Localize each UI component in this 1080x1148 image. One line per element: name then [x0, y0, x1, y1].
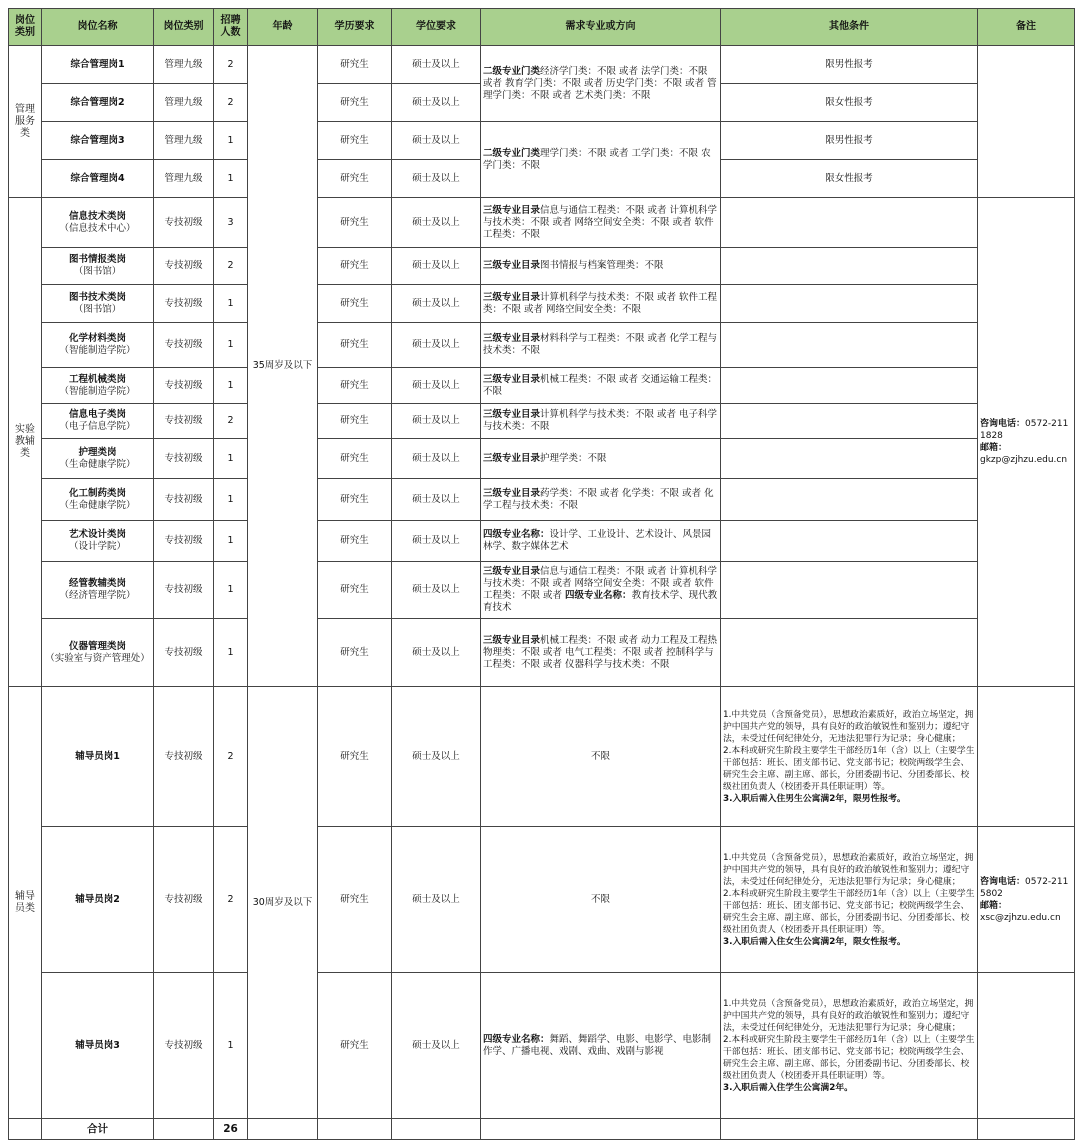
degree: 硕士及以上 [392, 198, 481, 248]
other-condition [721, 368, 978, 404]
remark-empty [978, 46, 1075, 198]
other-condition [721, 521, 978, 562]
degree: 硕士及以上 [392, 687, 481, 827]
position-count: 1 [214, 160, 248, 198]
position-count: 2 [214, 248, 248, 285]
major-text: 材料科学与工程类：不限 或者 化学工程与技术类：不限 [483, 333, 718, 356]
remark-email-label: 邮箱： [980, 443, 1008, 453]
table-row [9, 439, 1075, 479]
major-text: 机械工程类：不限 或者 动力工程及工程热物理类：不限 或者 电气工程类：不限 或者 控制科学与工程类：不限 或者 仪器科学与技术类：不限 [483, 634, 718, 670]
header-position-type: 岗位类别 [154, 9, 214, 46]
major-requirement [481, 479, 721, 521]
position-count: 1 [214, 479, 248, 521]
degree: 硕士及以上 [392, 562, 481, 619]
other-condition [721, 619, 978, 687]
major-requirement [481, 368, 721, 404]
major-requirement [481, 46, 721, 122]
position-type: 专技初级 [154, 619, 214, 687]
degree: 硕士及以上 [392, 46, 481, 84]
table-row [9, 368, 1075, 404]
position-title: 辅导员岗3 [75, 1039, 120, 1051]
major-requirement [481, 973, 721, 1119]
major-requirement [481, 285, 721, 323]
major-text: 机械工程类：不限 或者 交通运输工程类：不限 [483, 373, 718, 397]
major-requirement [481, 619, 721, 687]
remark-counselor-contact [978, 827, 1075, 973]
education: 研究生 [318, 84, 392, 122]
position-type: 管理九级 [154, 84, 214, 122]
position-title: 综合管理岗3 [70, 134, 125, 146]
position-name [42, 521, 154, 562]
degree: 硕士及以上 [392, 248, 481, 285]
remark-email-label: 邮箱： [980, 900, 1008, 911]
education: 研究生 [318, 521, 392, 562]
remark-phone: 0572-2111828 [980, 419, 1069, 441]
education: 研究生 [318, 323, 392, 368]
position-dept: （信息技术中心） [59, 222, 136, 234]
position-count: 1 [214, 619, 248, 687]
position-name [42, 973, 154, 1119]
position-title: 图书技术类岗 [68, 291, 126, 303]
major-heading: 三级专业目录 [483, 487, 541, 499]
table-row [9, 122, 1075, 160]
other-condition [721, 323, 978, 368]
major-requirement [481, 323, 721, 368]
position-title: 图书情报类岗 [68, 254, 126, 265]
degree: 硕士及以上 [392, 439, 481, 479]
position-name [42, 248, 154, 285]
education: 研究生 [318, 248, 392, 285]
remark-lab-contact [978, 198, 1075, 687]
table-row [9, 619, 1075, 687]
education: 研究生 [318, 827, 392, 973]
position-type: 管理九级 [154, 46, 214, 84]
table-row [9, 973, 1075, 1119]
education: 研究生 [318, 479, 392, 521]
education: 研究生 [318, 404, 392, 439]
header-count: 招聘人数 [214, 9, 248, 46]
position-name [42, 562, 154, 619]
total-blank [9, 1119, 42, 1140]
education: 研究生 [318, 619, 392, 687]
total-blank [248, 1119, 318, 1140]
position-count: 1 [214, 368, 248, 404]
major-text: 信息与通信工程类：不限 或者 计算机科学与技术类：不限 或者 网络空间安全类：不限 或者 软件工程类：不限 [483, 204, 718, 240]
position-title: 艺术设计类岗 [68, 529, 126, 540]
position-count: 1 [214, 973, 248, 1119]
table-row [9, 198, 1075, 248]
condition-item: 1.中共党员（含预备党员），思想政治素质好，政治立场坚定，拥护中国共产党的领导，具有良好的政治敏锐性和鉴别力；遵纪守法，未受过任何纪律处分，无违法犯罪行为记录；身心健康； [723, 709, 974, 744]
table-row [9, 521, 1075, 562]
total-blank [318, 1119, 392, 1140]
position-dept: （智能制造学院） [59, 385, 136, 397]
position-type: 专技初级 [154, 285, 214, 323]
position-name [42, 827, 154, 973]
education: 研究生 [318, 46, 392, 84]
position-title: 信息技术类岗 [68, 210, 126, 222]
condition-item: 3.入职后需入住男生公寓满2年，限男性报考。 [723, 793, 906, 804]
total-count: 26 [214, 1119, 248, 1140]
major-heading: 三级专业目录 [483, 260, 541, 271]
major-requirement: 不限 [481, 827, 721, 973]
recruitment-table-sheet [8, 8, 1074, 1140]
position-dept: （图书馆） [73, 266, 122, 277]
major-requirement: 不限 [481, 687, 721, 827]
table-row [9, 46, 1075, 84]
position-title: 仪器管理类岗 [68, 640, 126, 652]
position-type: 专技初级 [154, 248, 214, 285]
remark-empty [978, 973, 1075, 1119]
header-position-name: 岗位名称 [42, 9, 154, 46]
major-requirement [481, 439, 721, 479]
condition-item: 1.中共党员（含预备党员），思想政治素质好，政治立场坚定，拥护中国共产党的领导，具有良好的政治敏锐性和鉴别力；遵纪守法，未受过任何纪律处分，无违法犯罪行为记录；身心健康； [723, 852, 974, 887]
degree: 硕士及以上 [392, 619, 481, 687]
education: 研究生 [318, 122, 392, 160]
major-heading: 三级专业目录 [483, 452, 541, 464]
major-text: 药学类：不限 或者 化学类：不限 或者 化学工程与技术类：不限 [483, 487, 714, 511]
major-heading: 三级专业目录 [483, 566, 541, 577]
position-count: 1 [214, 562, 248, 619]
education: 研究生 [318, 439, 392, 479]
position-count: 1 [214, 439, 248, 479]
major-requirement [481, 562, 721, 619]
position-type: 管理九级 [154, 122, 214, 160]
major-text: 理学门类：不限 或者 工学门类：不限 农学门类：不限 [483, 147, 711, 171]
other-condition-list [721, 687, 978, 827]
total-blank [392, 1119, 481, 1140]
condition-item: 2.本科或研究生阶段主要学生干部经历1年（含）以上（主要学生干部包括：班长、团支部书记、党支部书记；校院两级学生会、研究生会主席、副主席、部长，分团委副书记、分团委部长、校级社团负责人（校团委开具任职证明）等。 [723, 1034, 975, 1081]
header-category: 岗位类别 [9, 9, 42, 46]
position-title: 信息电子类岗 [68, 409, 126, 420]
position-count: 1 [214, 323, 248, 368]
major-heading: 三级专业目录 [483, 291, 541, 303]
degree: 硕士及以上 [392, 521, 481, 562]
major-text: 经济学门类：不限 或者 法学门类：不限 或者 教育学门类：不限 或者 历史学门类：不限 或者 管理学门类：不限 或者 艺术类门类：不限 [483, 65, 717, 101]
other-condition [721, 285, 978, 323]
total-row [9, 1119, 1075, 1140]
position-count: 1 [214, 285, 248, 323]
position-type: 专技初级 [154, 687, 214, 827]
position-name [42, 619, 154, 687]
position-dept: （生命健康学院） [59, 499, 136, 511]
other-condition: 限女性报考 [721, 84, 978, 122]
position-title: 综合管理岗4 [70, 172, 125, 184]
degree: 硕士及以上 [392, 285, 481, 323]
major-heading: 四级专业名称： [483, 529, 550, 540]
position-type: 专技初级 [154, 521, 214, 562]
position-dept: （经济管理学院） [59, 590, 136, 601]
other-condition: 限男性报考 [721, 122, 978, 160]
degree: 硕士及以上 [392, 479, 481, 521]
position-title: 化学材料类岗 [68, 333, 126, 344]
position-name [42, 479, 154, 521]
header-row [9, 9, 1075, 46]
age-general: 35周岁及以下 [248, 46, 318, 687]
position-name [42, 368, 154, 404]
position-type: 专技初级 [154, 323, 214, 368]
position-type: 专技初级 [154, 404, 214, 439]
major-requirement [481, 198, 721, 248]
header-age: 年龄 [248, 9, 318, 46]
total-blank [481, 1119, 721, 1140]
major-heading: 三级专业目录 [483, 409, 541, 420]
other-condition [721, 439, 978, 479]
degree: 硕士及以上 [392, 323, 481, 368]
position-name [42, 160, 154, 198]
position-title: 护理类岗 [78, 446, 117, 458]
position-count: 1 [214, 122, 248, 160]
header-remarks: 备注 [978, 9, 1075, 46]
table-row [9, 479, 1075, 521]
education: 研究生 [318, 562, 392, 619]
position-title: 综合管理岗1 [70, 58, 125, 70]
header-major: 需求专业或方向 [481, 9, 721, 46]
condition-item: 1.中共党员（含预备党员），思想政治素质好，政治立场坚定，拥护中国共产党的领导，具有良好的政治敏锐性和鉴别力；遵纪守法，未受过任何纪律处分，无违法犯罪行为记录；身心健康； [723, 998, 974, 1033]
education: 研究生 [318, 368, 392, 404]
position-dept: （生命健康学院） [59, 458, 136, 470]
remark-email: gkzp@zjhzu.edu.cn [980, 455, 1068, 465]
position-count: 2 [214, 46, 248, 84]
remark-empty [978, 687, 1075, 827]
total-blank [721, 1119, 978, 1140]
position-title: 综合管理岗2 [70, 96, 125, 108]
total-label: 合计 [42, 1119, 154, 1140]
category-lab: 实验教辅类 [9, 198, 42, 687]
remark-phone-label: 咨询电话： [980, 419, 1026, 429]
position-count: 2 [214, 404, 248, 439]
condition-item: 2.本科或研究生阶段主要学生干部经历1年（含）以上（主要学生干部包括：班长、团支部书记、党支部书记；校院两级学生会、研究生会主席、副主席、部长，分团委副书记、分团委部长、校级社团负责人（校团委开具任职证明）等。 [723, 745, 975, 792]
total-blank [978, 1119, 1075, 1140]
major-text: 设计学、工业设计、艺术设计、风景园林学、数字媒体艺术 [483, 529, 712, 552]
education: 研究生 [318, 285, 392, 323]
other-condition: 限女性报考 [721, 160, 978, 198]
position-type: 专技初级 [154, 479, 214, 521]
age-counselor: 30周岁及以下 [248, 687, 318, 1119]
other-condition [721, 404, 978, 439]
position-count: 2 [214, 827, 248, 973]
position-title: 经管教辅类岗 [68, 578, 126, 589]
position-name [42, 122, 154, 160]
degree: 硕士及以上 [392, 160, 481, 198]
major-text: 计算机科学与技术类：不限 或者 软件工程类：不限 或者 网络空间安全类：不限 [483, 291, 718, 315]
major-heading: 三级专业目录 [483, 204, 541, 216]
position-type: 专技初级 [154, 368, 214, 404]
position-name [42, 285, 154, 323]
position-name [42, 687, 154, 827]
other-condition: 限男性报考 [721, 46, 978, 84]
other-condition-list [721, 827, 978, 973]
position-type: 专技初级 [154, 439, 214, 479]
position-name [42, 323, 154, 368]
remark-email: xsc@zjhzu.edu.cn [980, 912, 1061, 923]
position-dept: （电子信息学院） [59, 421, 136, 432]
table-row [9, 285, 1075, 323]
category-counselor: 辅导员类 [9, 687, 42, 1119]
position-type: 管理九级 [154, 160, 214, 198]
major-requirement [481, 404, 721, 439]
education: 研究生 [318, 198, 392, 248]
education: 研究生 [318, 687, 392, 827]
position-name [42, 404, 154, 439]
other-condition [721, 198, 978, 248]
degree: 硕士及以上 [392, 122, 481, 160]
position-count: 3 [214, 198, 248, 248]
table-row [9, 827, 1075, 973]
condition-item: 3.入职后需入住学生公寓满2年。 [723, 1082, 853, 1093]
major-heading: 三级专业目录 [483, 373, 541, 385]
recruitment-table [8, 8, 1075, 1140]
position-type: 专技初级 [154, 198, 214, 248]
position-name [42, 198, 154, 248]
major-heading: 二级专业门类 [483, 65, 541, 77]
table-row [9, 323, 1075, 368]
total-blank [154, 1119, 214, 1140]
other-condition-list [721, 973, 978, 1119]
degree: 硕士及以上 [392, 827, 481, 973]
degree: 硕士及以上 [392, 368, 481, 404]
position-name [42, 84, 154, 122]
major-heading: 三级专业目录 [483, 333, 541, 344]
major-heading: 三级专业目录 [483, 634, 541, 646]
major-text: 信息与通信工程类：不限 或者 计算机科学与技术类：不限 或者 网络空间安全类：不限 或者 软件工程类：不限 或者 [483, 566, 718, 601]
education: 研究生 [318, 973, 392, 1119]
major-text: 护理学类：不限 [540, 452, 607, 464]
position-type: 专技初级 [154, 827, 214, 973]
position-name [42, 46, 154, 84]
header-degree: 学位要求 [392, 9, 481, 46]
position-count: 2 [214, 84, 248, 122]
major-text: 舞蹈、舞蹈学、电影、电影学、电影制作学、广播电视、戏剧、戏曲、戏剧与影视 [483, 1033, 712, 1057]
position-type: 专技初级 [154, 973, 214, 1119]
condition-item: 2.本科或研究生阶段主要学生干部经历1年（含）以上（主要学生干部包括：班长、团支部书记、党支部书记；校院两级学生会、研究生会主席、副主席、部长，分团委副书记、分团委部长、校级社团负责人（校团委开具任职证明）等。 [723, 888, 975, 935]
major-heading: 二级专业门类 [483, 147, 541, 159]
table-row [9, 562, 1075, 619]
table-row [9, 687, 1075, 827]
major-requirement [481, 248, 721, 285]
position-title: 辅导员岗2 [75, 893, 120, 905]
header-education: 学历要求 [318, 9, 392, 46]
major-heading: 四级专业名称： [483, 1033, 550, 1045]
position-name [42, 439, 154, 479]
condition-item: 3.入职后需入住女生公寓满2年，限女性报考。 [723, 936, 906, 947]
other-condition [721, 562, 978, 619]
position-dept: （设计学院） [68, 541, 126, 552]
position-count: 2 [214, 687, 248, 827]
position-type: 专技初级 [154, 562, 214, 619]
position-title: 工程机械类岗 [68, 373, 126, 385]
other-condition [721, 479, 978, 521]
table-row [9, 404, 1075, 439]
position-dept: （图书馆） [73, 303, 122, 315]
major-heading-2: 四级专业名称： [565, 590, 632, 601]
remark-phone: 0572-2115802 [980, 876, 1069, 899]
major-requirement [481, 521, 721, 562]
major-text-2: 教育技术学、现代教育技术 [483, 590, 718, 613]
position-title: 辅导员岗1 [75, 750, 120, 762]
remark-phone-label: 咨询电话： [980, 876, 1026, 887]
major-text: 计算机科学与技术类：不限 或者 电子科学与技术类：不限 [483, 409, 718, 432]
education: 研究生 [318, 160, 392, 198]
degree: 硕士及以上 [392, 404, 481, 439]
degree: 硕士及以上 [392, 973, 481, 1119]
major-text: 图书情报与档案管理类：不限 [540, 260, 664, 271]
degree: 硕士及以上 [392, 84, 481, 122]
position-title: 化工制药类岗 [68, 487, 126, 499]
header-other-conditions: 其他条件 [721, 9, 978, 46]
table-row [9, 248, 1075, 285]
position-dept: （实验室与资产管理处） [45, 652, 150, 664]
position-dept: （智能制造学院） [59, 345, 136, 356]
other-condition [721, 248, 978, 285]
major-requirement [481, 122, 721, 198]
position-count: 1 [214, 521, 248, 562]
category-mgmt: 管理服务类 [9, 46, 42, 198]
